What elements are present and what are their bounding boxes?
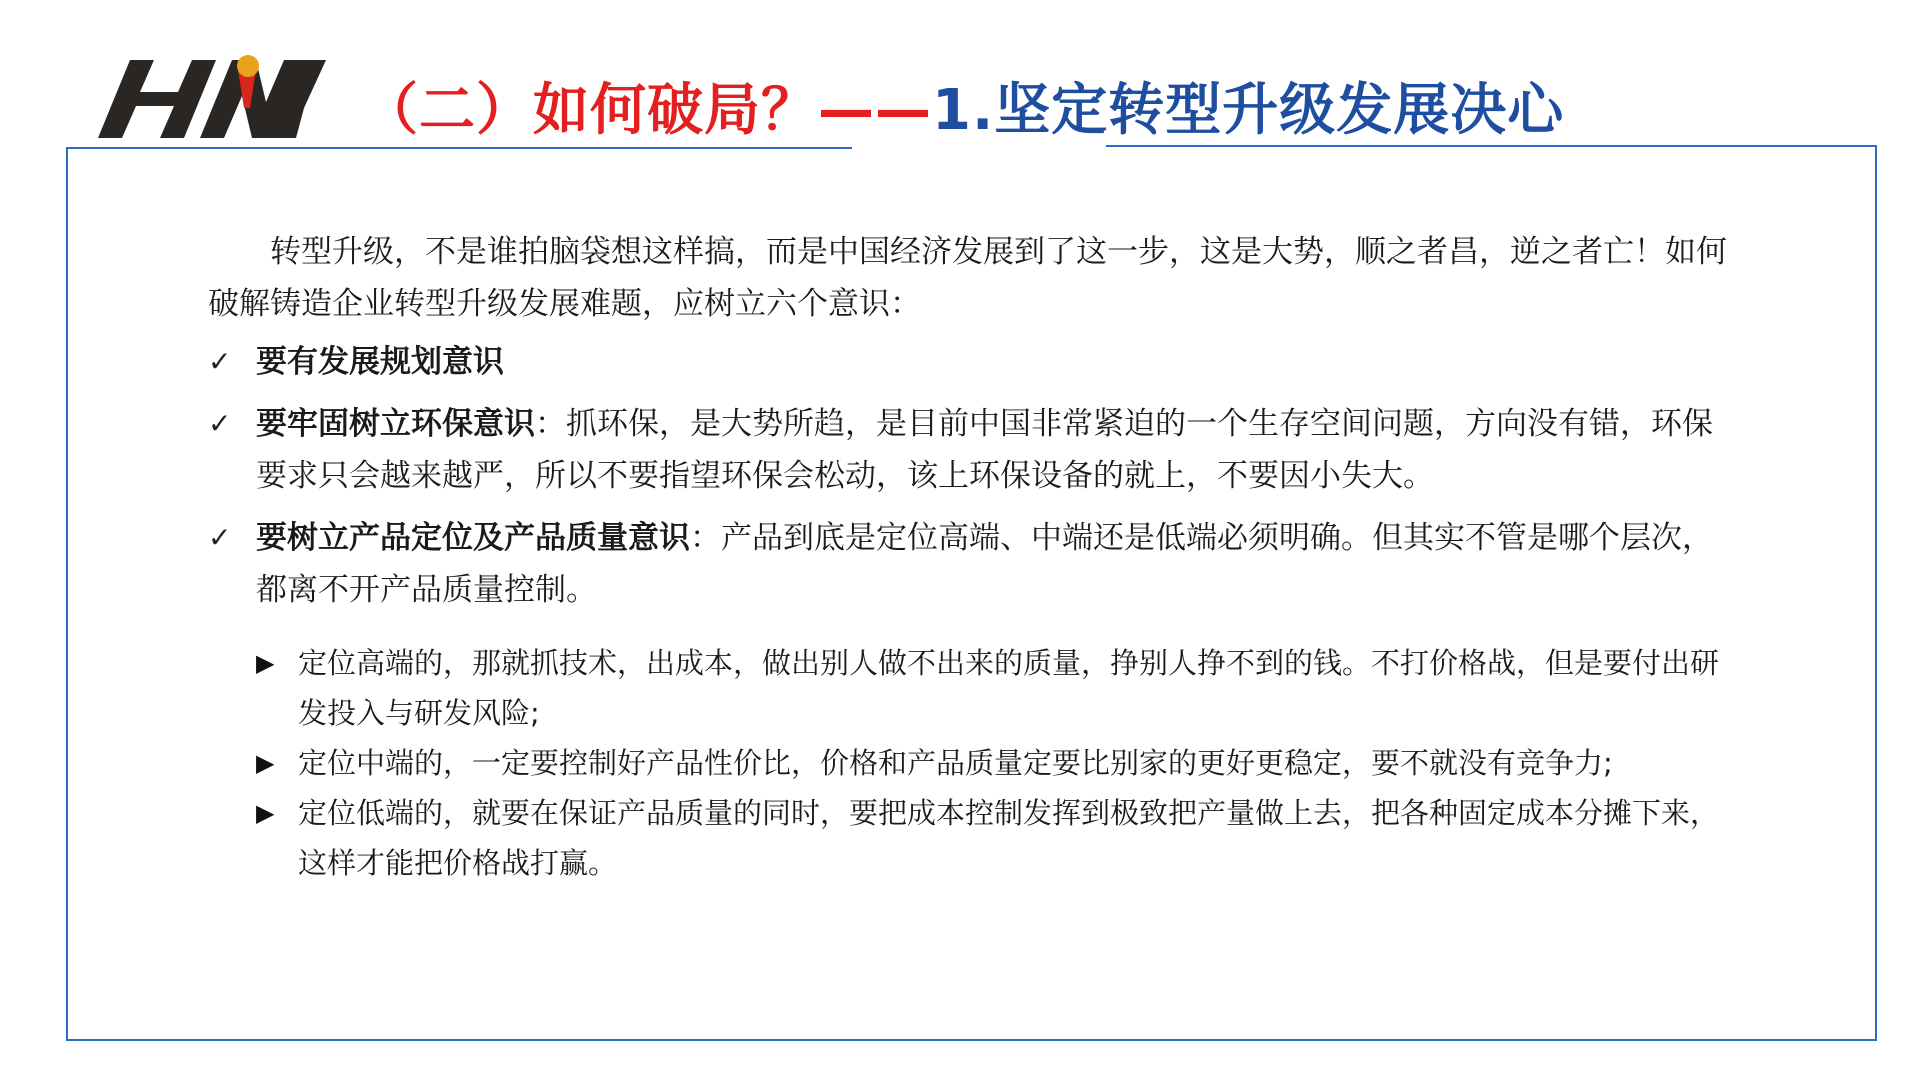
triangle-bullet-icon: ▶: [256, 799, 275, 827]
frame-top-left-line: [66, 147, 852, 149]
sub-item-text: 定位低端的，就要在保证产品质量的同时，要把成本控制发挥到极致把产量做上去，把各种固定成本分摊下来，这样才能把价格战打赢。: [298, 796, 1720, 880]
item-heading: 要树立产品定位及产品质量意识: [256, 520, 690, 556]
content-body: [208, 226, 1728, 888]
triangle-bullet-icon: ▶: [256, 649, 275, 677]
slide-title: [362, 66, 1564, 146]
company-logo-icon: [90, 50, 330, 140]
check-icon: ✓: [208, 345, 232, 378]
frame-right-line: [1875, 145, 1877, 1041]
frame-left-line: [66, 147, 68, 1041]
frame-top-right-line: [1106, 145, 1877, 147]
list-item: [256, 788, 1728, 888]
check-icon: ✓: [208, 407, 232, 440]
positioning-sublist: [256, 638, 1728, 888]
list-item: [208, 398, 1728, 502]
list-item: [208, 512, 1728, 616]
item-heading: 要牢固树立环保意识: [256, 406, 535, 442]
sub-item-text: 定位中端的，一定要控制好产品性价比，价格和产品质量定要比别家的更好更稳定，要不就没有竞争力;: [298, 746, 1613, 780]
item-text: ：产品到底是定位高端、中端还是低端必须明确。但其实不管是哪个层次，都离不开产品质量控制。: [256, 520, 1713, 608]
title-red-part: （二）如何破局？——: [362, 78, 932, 143]
sub-item-text: 定位高端的，那就抓技术，出成本，做出别人做不出来的质量，挣别人挣不到的钱。不打价格战，但是要付出研发投入与研发风险;: [298, 646, 1720, 730]
check-icon: ✓: [208, 521, 232, 554]
title-blue-part: 1.坚定转型升级发展决心: [932, 78, 1565, 143]
intro-paragraph: 转型升级，不是谁拍脑袋想这样搞，而是中国经济发展到了这一步，这是大势，顺之者昌，逆之者亡！如何破解铸造企业转型升级发展难题，应树立六个意识：: [208, 234, 1727, 322]
list-item: [256, 738, 1728, 788]
item-heading: 要有发展规划意识: [256, 344, 504, 380]
list-item: [256, 638, 1728, 738]
awareness-list: [208, 336, 1728, 616]
list-item: [208, 336, 1728, 388]
frame-bottom-line: [66, 1039, 1877, 1041]
triangle-bullet-icon: ▶: [256, 749, 275, 777]
item-text: ：抓环保，是大势所趋，是目前中国非常紧迫的一个生存空间问题，方向没有错，环保要求只会越来越严，所以不要指望环保会松动，该上环保设备的就上，不要因小失大。: [256, 406, 1713, 494]
